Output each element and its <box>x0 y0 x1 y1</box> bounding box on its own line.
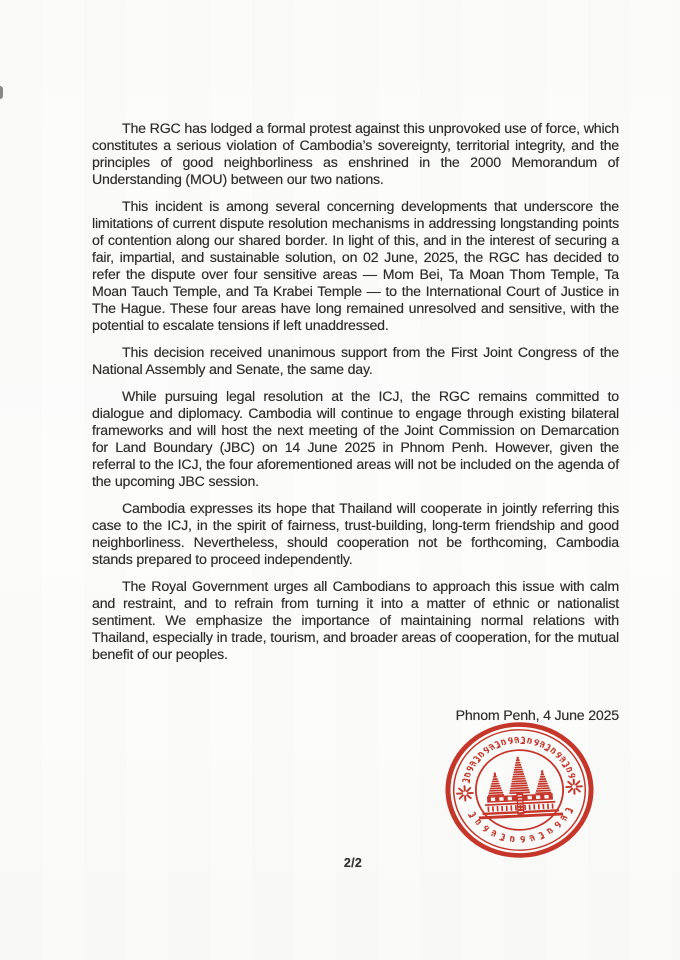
temple-towers <box>486 755 552 796</box>
paragraph-jbc-meeting: While pursuing legal resolution at the ICJ, the RGC remains committed to dialogue and diplomacy. Cambodia will continue to engage through existing bilateral frameworks and will host the next meeting of the Joint Commission on Demarcation for Land Boundary (JBC) on 14 June 2025 in Phnom Penh. However, given the referral to the ICJ, the four aforementioned areas will not be included on the agenda of the upcoming JBC session. <box>92 389 619 490</box>
dateline: Phnom Penh, 4 June 2025 <box>455 708 619 724</box>
page-number: 2/2 <box>343 856 363 870</box>
letter-body <box>92 121 619 674</box>
paragraph-congress-support: This decision received unanimous support from the First Joint Congress of the National Assembly and Senate, the same day. <box>92 345 619 378</box>
official-red-seal <box>443 720 596 860</box>
paragraph-appeal-to-citizens: The Royal Government urges all Cambodians to approach this issue with calm and restraint, and to refrain from turning it into a matter of ethnic or nationalist sentiment. We emphasize the importance of maintaining normal relations with Thailand, especially in trade, tourism, and broader areas of cooperation, for the mutual benefit of our peoples. <box>92 579 619 663</box>
paragraph-cooperation-hope: Cambodia expresses its hope that Thailand will cooperate in jointly referring this case to the ICJ, in the spirit of fairness, trust-building, long-term friendship and good neighborliness. Nevertheless, should cooperation not be forthcoming, Cambodia stands prepared to proceed independently. <box>92 501 619 568</box>
angkor-wat-emblem <box>476 755 564 820</box>
scan-artifact <box>0 86 3 99</box>
paragraph-icj-referral: This incident is among several concerning developments that underscore the limitations of current dispute resolution mechanisms in addressing longstanding points of contention along our shared border. In light of this, and in the interest of securing a fair, impartial, and sustainable solution, on 02 June, 2025, the RGC has decided to refer the dispute over four sensitive areas — Mom Bei, Ta Moan Thom Temple, Ta Moan Tauch Temple, and Ta Krabei Temple — to the International Court of Justice in The Hague. These four areas have long remained unresolved and sensitive, with the potential to escalate tensions if left unaddressed. <box>92 199 619 334</box>
paragraph-protest: The RGC has lodged a formal protest against this unprovoked use of force, which constitutes a serious violation of Cambodia’s sovereignty, territorial integrity, and the principles of good neighborliness as enshrined in the 2000 Memorandum of Understanding (MOU) between our two nations. <box>92 121 619 188</box>
seal-graphic <box>443 720 596 860</box>
